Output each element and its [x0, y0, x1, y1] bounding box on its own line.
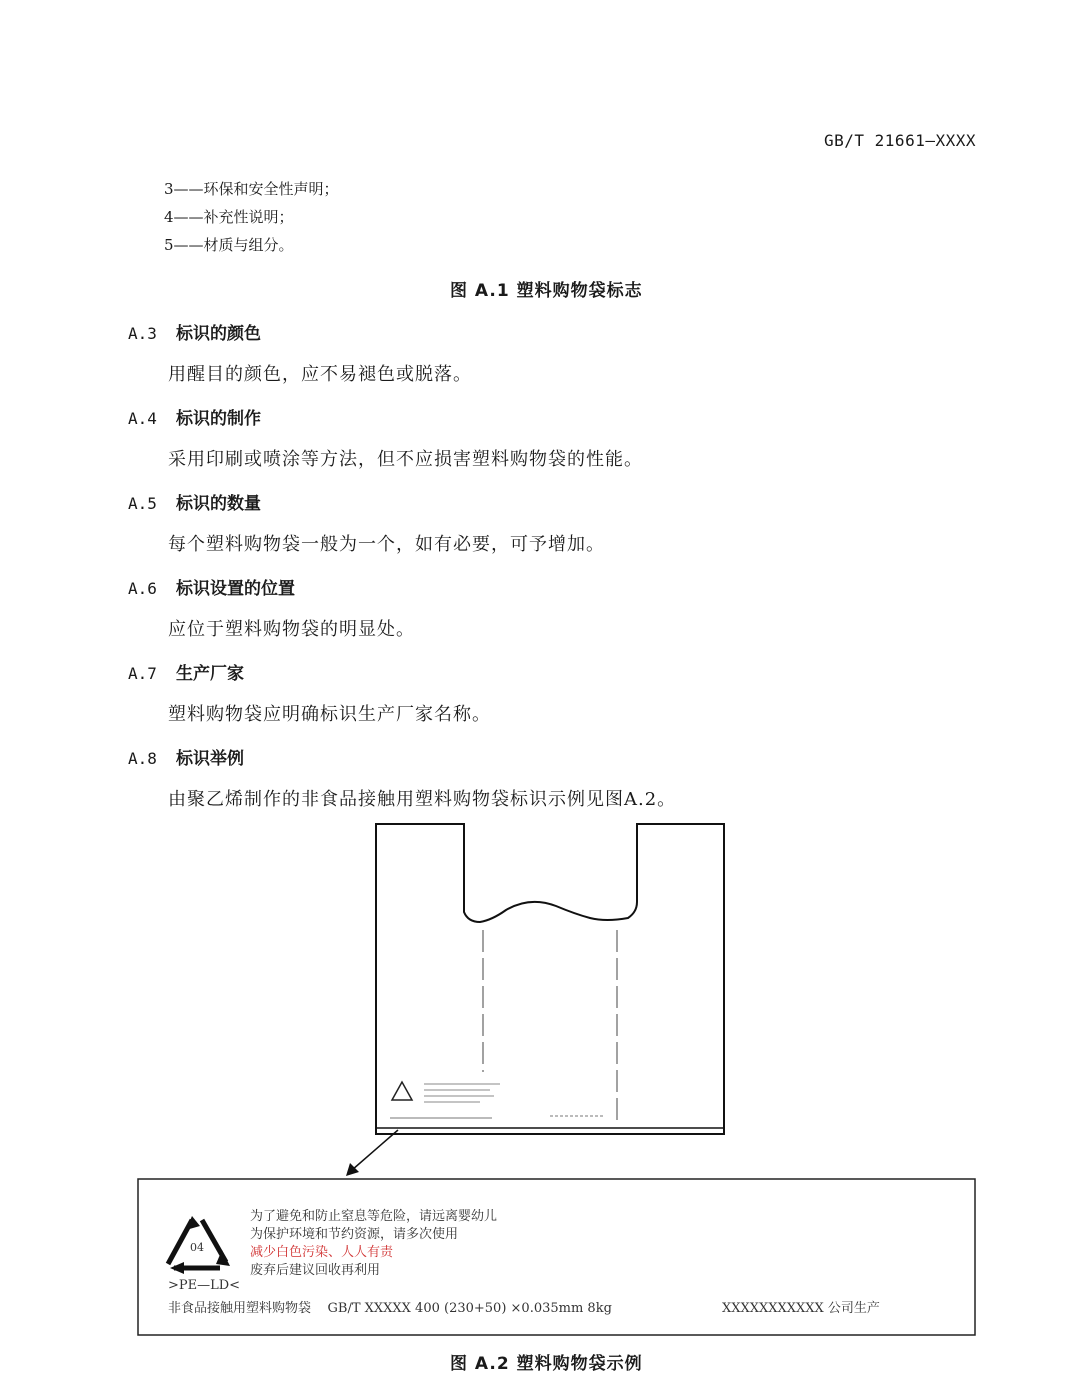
section-a3-body: 用醒目的颜色，应不易褪色或脱落。: [168, 364, 472, 385]
statement-reuse: 为保护环境和节约资源，请多次使用: [250, 1227, 459, 1242]
statement-pollution: 减少白色污染、人人有责: [250, 1245, 394, 1260]
mini-label: [390, 1082, 605, 1118]
section-number: A.5: [128, 494, 157, 513]
section-a8-body: 由聚乙烯制作的非食品接触用塑料购物袋标识示例见图A.2。: [168, 789, 677, 810]
section-a6-body: 应位于塑料购物袋的明显处。: [168, 619, 415, 640]
material-code: >PE—LD<: [168, 1278, 241, 1293]
bag-outline: [376, 824, 724, 1134]
section-a5-body: 每个塑料购物袋一般为一个，如有必要，可予增加。: [168, 534, 605, 555]
legend-line-3: 3——环保和安全性声明；: [164, 180, 339, 198]
section-a4-body: 采用印刷或喷涂等方法，但不应损害塑料购物袋的性能。: [168, 449, 643, 470]
section-number: A.8: [128, 749, 157, 768]
section-title: 标识的颜色: [176, 324, 261, 344]
legend-line-5: 5——材质与组分。: [164, 236, 294, 254]
section-title: 生产厂家: [176, 664, 244, 684]
section-a7-body: 塑料购物袋应明确标识生产厂家名称。: [168, 704, 491, 725]
section-title: 标识设置的位置: [176, 579, 295, 599]
standard-code: GB/T 21661—XXXX: [824, 131, 976, 150]
section-number: A.6: [128, 579, 157, 598]
statement-recycle: 废弃后建议回收再利用: [250, 1263, 381, 1278]
product-line: 非食品接触用塑料购物袋 GB/T XXXXX 400 (230+50) ×0.035mm 8kg: [168, 1301, 612, 1316]
mini-recycle-icon: [392, 1082, 412, 1100]
recycle-code: 04: [190, 1241, 204, 1254]
legend-line-4: 4——补充性说明；: [164, 208, 294, 226]
section-title: 标识举例: [176, 749, 244, 769]
section-number: A.3: [128, 324, 157, 343]
manufacturer: XXXXXXXXXXX 公司生产: [722, 1301, 880, 1316]
figure-a2-caption: 图 A.2 塑料购物袋示例: [450, 1354, 643, 1374]
section-number: A.7: [128, 664, 157, 683]
statement-choking: 为了避免和防止窒息等危险，请远离婴幼儿: [250, 1209, 498, 1224]
section-title: 标识的数量: [176, 494, 261, 514]
section-title: 标识的制作: [176, 409, 261, 429]
pointer-arrow: [352, 1130, 398, 1170]
figure-a1-caption: 图 A.1 塑料购物袋标志: [450, 281, 643, 301]
section-number: A.4: [128, 409, 157, 428]
